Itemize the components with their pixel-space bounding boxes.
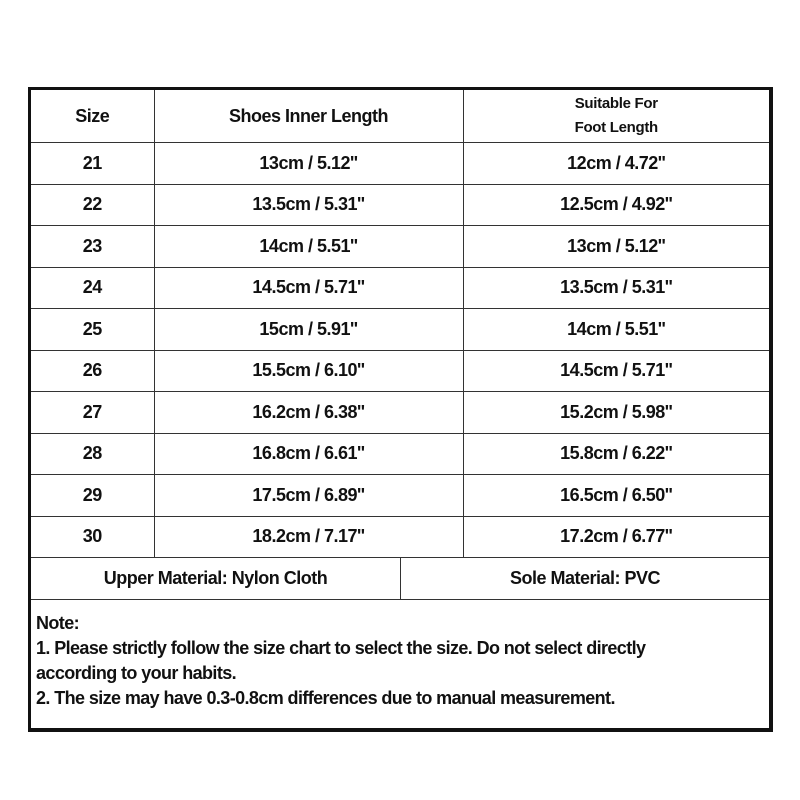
note-line-3: 2. The size may have 0.3-0.8cm differences due to manual measurement. xyxy=(36,688,615,708)
table-row xyxy=(31,475,769,517)
size-chart xyxy=(28,87,773,732)
header-foot-length-line2: Foot Length xyxy=(574,119,658,136)
foot-length-cell: 16.5cm / 6.50'' xyxy=(463,475,769,517)
size-cell: 28 xyxy=(31,433,154,475)
size-table xyxy=(31,90,769,558)
header-foot-length-line1: Suitable For xyxy=(574,95,658,112)
table-row xyxy=(31,516,769,558)
size-cell: 24 xyxy=(31,267,154,309)
size-cell: 27 xyxy=(31,392,154,434)
table-row xyxy=(31,267,769,309)
header-row xyxy=(31,90,769,143)
foot-length-cell: 15.2cm / 5.98'' xyxy=(463,392,769,434)
inner-length-cell: 13.5cm / 5.31'' xyxy=(154,184,463,226)
foot-length-cell: 13cm / 5.12'' xyxy=(463,226,769,268)
foot-length-cell: 14.5cm / 5.71'' xyxy=(463,350,769,392)
inner-length-cell: 16.8cm / 6.61'' xyxy=(154,433,463,475)
size-cell: 21 xyxy=(31,143,154,185)
inner-length-cell: 18.2cm / 7.17'' xyxy=(154,516,463,558)
table-row xyxy=(31,184,769,226)
foot-length-cell: 14cm / 5.51'' xyxy=(463,309,769,351)
foot-length-cell: 13.5cm / 5.31'' xyxy=(463,267,769,309)
inner-length-cell: 14.5cm / 5.71'' xyxy=(154,267,463,309)
table-row xyxy=(31,350,769,392)
inner-length-cell: 15.5cm / 6.10'' xyxy=(154,350,463,392)
size-cell: 25 xyxy=(31,309,154,351)
inner-length-cell: 14cm / 5.51'' xyxy=(154,226,463,268)
table-row xyxy=(31,143,769,185)
header-foot-length xyxy=(463,90,769,143)
inner-length-cell: 16.2cm / 6.38'' xyxy=(154,392,463,434)
inner-length-cell: 17.5cm / 6.89'' xyxy=(154,475,463,517)
size-cell: 23 xyxy=(31,226,154,268)
inner-length-cell: 15cm / 5.91'' xyxy=(154,309,463,351)
notes-title: Note: xyxy=(36,613,79,633)
size-cell: 30 xyxy=(31,516,154,558)
materials-row xyxy=(31,558,769,600)
upper-material: Upper Material: Nylon Cloth xyxy=(31,558,401,599)
header-size: Size xyxy=(31,90,154,143)
size-cell: 22 xyxy=(31,184,154,226)
inner-length-cell: 13cm / 5.12'' xyxy=(154,143,463,185)
note-line-1: 1. Please strictly follow the size chart to select the size. Do not select directly xyxy=(36,638,646,658)
table-row xyxy=(31,309,769,351)
foot-length-cell: 17.2cm / 6.77'' xyxy=(463,516,769,558)
header-inner-length: Shoes Inner Length xyxy=(154,90,463,143)
size-cell: 26 xyxy=(31,350,154,392)
notes-section xyxy=(31,600,769,711)
foot-length-cell: 12.5cm / 4.92'' xyxy=(463,184,769,226)
table-row xyxy=(31,226,769,268)
note-line-2: according to your habits. xyxy=(36,663,237,683)
table-row xyxy=(31,392,769,434)
sole-material: Sole Material: PVC xyxy=(509,568,661,588)
foot-length-cell: 15.8cm / 6.22'' xyxy=(463,433,769,475)
foot-length-cell: 12cm / 4.72'' xyxy=(463,143,769,185)
size-cell: 29 xyxy=(31,475,154,517)
table-row xyxy=(31,433,769,475)
